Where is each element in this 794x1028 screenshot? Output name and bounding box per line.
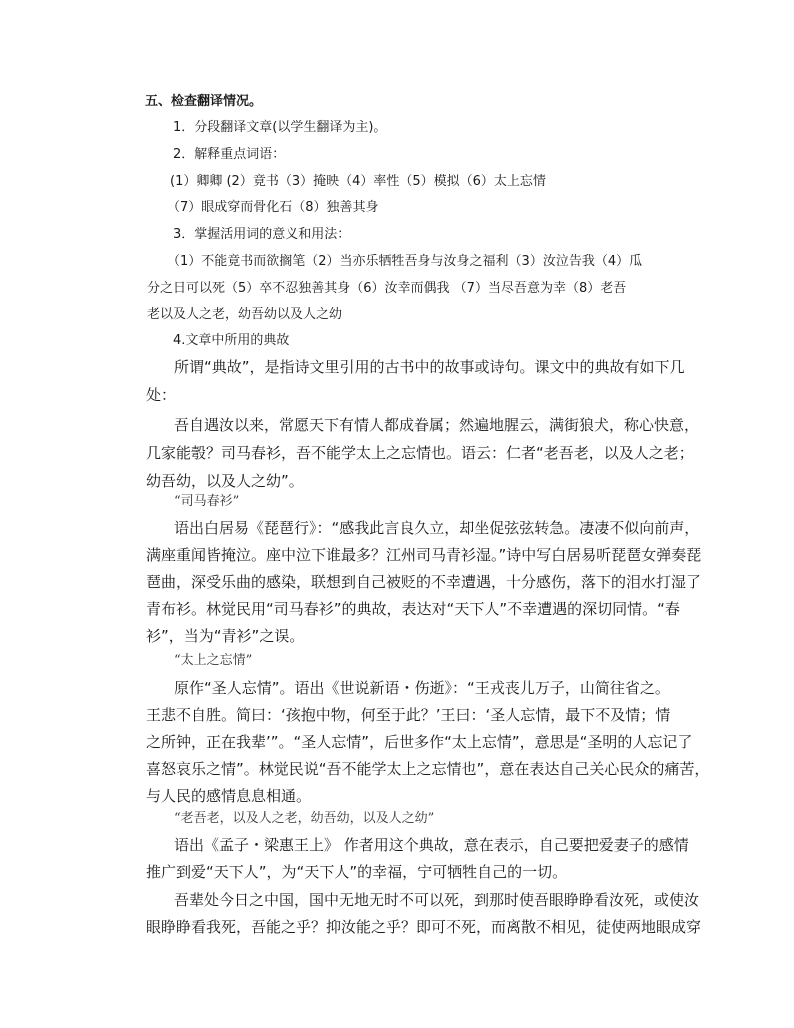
paragraph-line: 所谓“典故”，是指诗文里引用的古书中的故事或诗句。课文中的典故有如下几 (174, 358, 685, 376)
paragraph-line: 语出《孟子・梁惠王上》 作者用这个典故，意在表示，自己要把爱妻子的感情 (174, 836, 689, 854)
list-item: 老以及人之老，幼吾幼以及人之幼 (147, 307, 343, 322)
allusion-title: “老吾老，以及人之老，幼吾幼，以及人之幼” (174, 811, 435, 826)
paragraph-line: 几家能彀？司马春衫，吾不能学太上之忘情也。语云：仁者“老吾老，以及人之老； (146, 444, 694, 462)
list-item: （1）不能竟书而欲搁笔（2）当亦乐牺牲吾身与汝身之福利（3）汝泣告我（4）瓜 (167, 254, 643, 269)
paragraph-line: 吾自遇汝以来，常愿天下有情人都成眷属；然遍地腥云，满街狼犬，称心快意， (174, 416, 700, 434)
paragraph-line: 喜怒哀乐之情”。林觉民说“吾不能学太上之忘情也”，意在表达自己关心民众的痛苦， (146, 760, 710, 778)
paragraph-line: 推广到爱“天下人”，为“天下人”的幸福，宁可牺牲自己的一切。 (146, 863, 568, 881)
paragraph-line: 幼吾幼，以及人之幼”。 (146, 472, 304, 490)
paragraph-line: 眼睁睁看我死，吾能之乎？抑汝能之乎？即可不死，而离散不相见，徒使两地眼成穿 (146, 918, 702, 936)
paragraph-line: 处： (146, 386, 177, 404)
paragraph-line: 与人民的感情息息相通。 (146, 787, 312, 805)
paragraph-line: 琶曲，深受乐曲的感染，联想到自己被贬的不幸遭遇，十分感伤，落下的泪水打湿了 (146, 573, 702, 591)
list-item: 3．掌握活用词的意义和用法： (173, 227, 351, 242)
paragraph-line: 青布衫。林觉民用“司马春衫”的典故，表达对“天下人”不幸遭遇的深切同情。“春 (146, 600, 680, 618)
paragraph-line: 之所钟，正在我辈’”。“圣人忘情”，后世多作“太上忘情”，意思是“圣明的人忘记了 (146, 733, 693, 751)
paragraph-line: 吾辈处今日之中国，国中无地无时不可以死，到那时使吾眼睁睁看汝死，或使汝 (174, 891, 700, 909)
allusion-title: “太上之忘情” (174, 653, 253, 668)
list-item: (1）卿卿 (2）竟书（3）掩映（4）率性（5）模拟（6）太上忘情 (170, 174, 546, 189)
allusion-title: “司马春衫” (174, 494, 240, 509)
list-item: 2．解释重点词语： (173, 147, 286, 162)
list-item: 分之日可以死（5）卒不忍独善其身（6）汝幸而偶我 （7）当尽吾意为幸（8）老吾 (147, 281, 627, 296)
section-heading: 五、检查翻译情况。 (145, 94, 263, 109)
paragraph-line: 王悲不自胜。简曰：‘孩抱中物，何至于此？’王曰：‘圣人忘情，最下不及情；情 (146, 706, 671, 724)
paragraph-line: 衫”，当为“青衫”之误。 (146, 627, 305, 645)
paragraph-line: 满座重闻皆掩泣。座中泣下谁最多？江州司马青衫湿。”诗中写白居易听琵琶女弹奏琵 (146, 546, 702, 564)
list-item: （7）眼成穿而骨化石（8）独善其身 (167, 200, 379, 215)
list-item: 1．分段翻译文章(以学生翻译为主)。 (173, 120, 387, 135)
list-item: 4.文章中所用的典故 (173, 333, 290, 348)
paragraph-line: 原作“圣人忘情”。语出《世说新语・伤逝》：“王戎丧儿万子，山简往省之。 (174, 679, 670, 697)
paragraph-line: 语出白居易《琵琶行》：“感我此言良久立，却坐促弦弦转急。凄凄不似向前声， (174, 519, 700, 537)
